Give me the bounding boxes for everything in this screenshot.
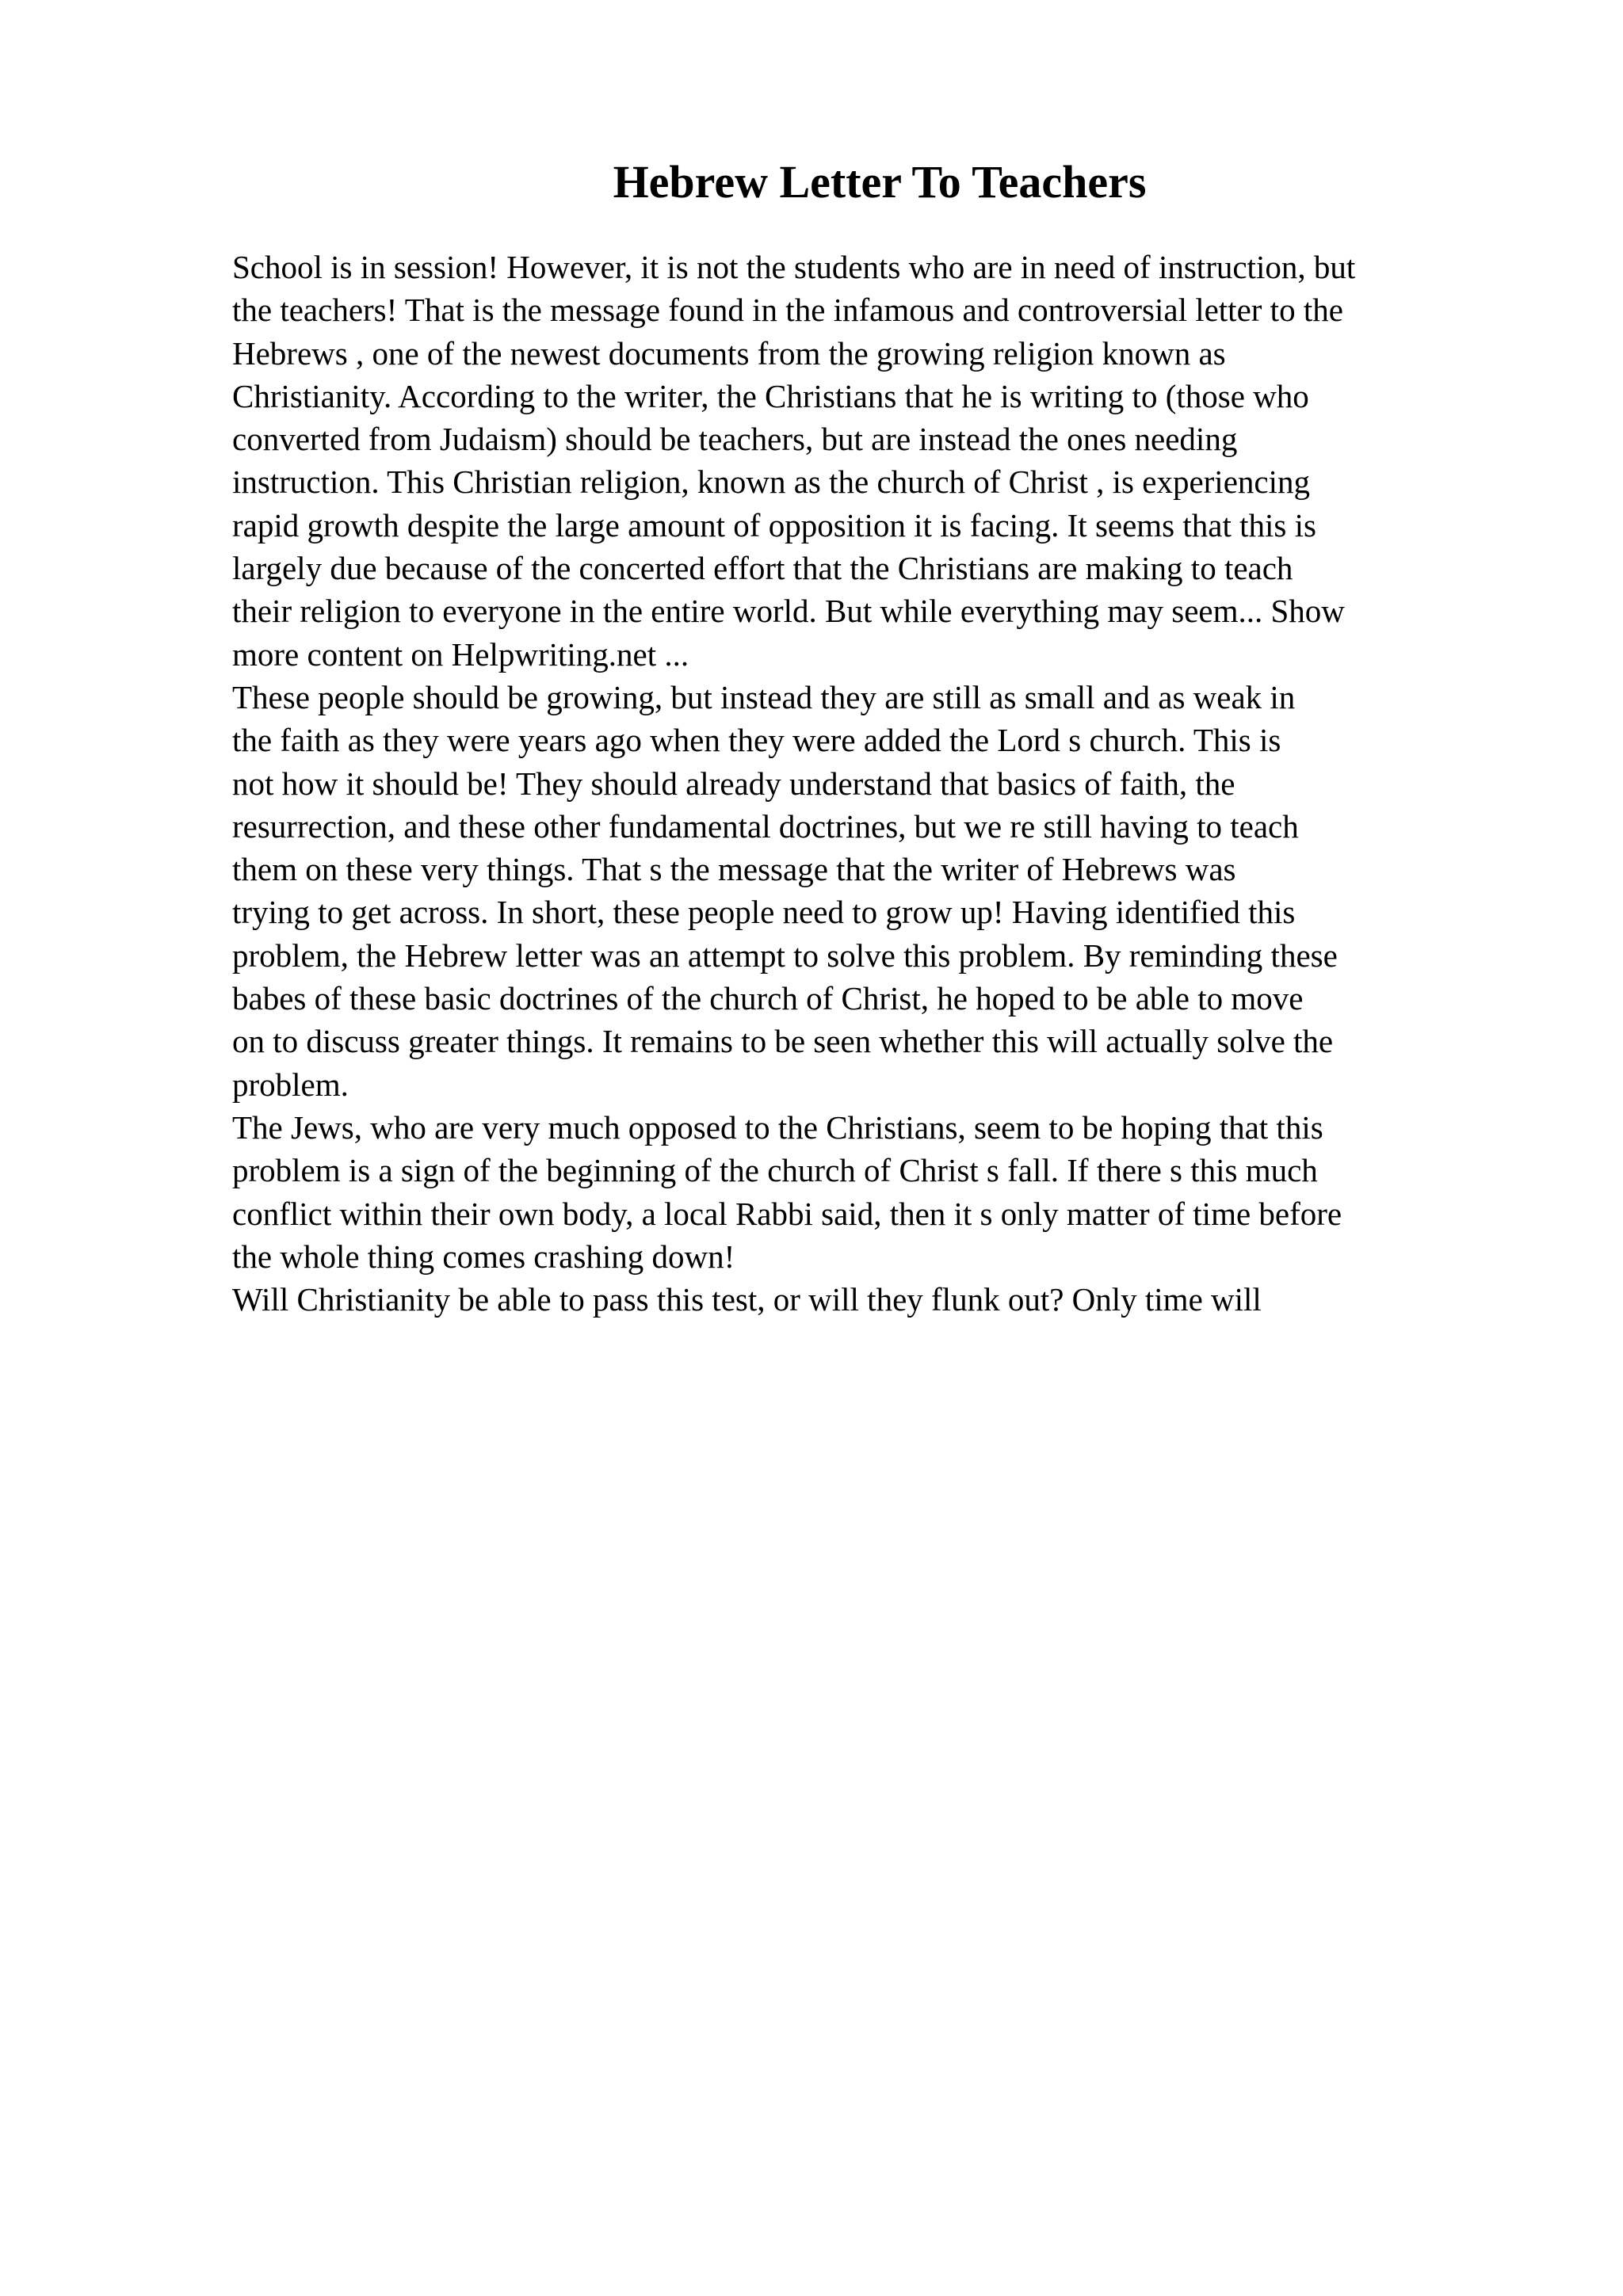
- text-line: the teachers! That is the message found in the infamous and controversial letter to the: [232, 292, 1343, 329]
- text-line: problem is a sign of the beginning of the church of Christ s fall. If there s this much: [232, 1152, 1318, 1189]
- text-line: instruction. This Christian religion, known as the church of Christ , is experiencing: [232, 463, 1310, 501]
- text-line: conflict within their own body, a local Rabbi said, then it s only matter of time before: [232, 1195, 1342, 1232]
- text-line: Christianity. According to the writer, the Christians that he is writing to (those who: [232, 377, 1309, 414]
- text-line: converted from Judaism) should be teachers, but are instead the ones needing: [232, 421, 1238, 458]
- document-title: Hebrew Letter To Teachers: [613, 156, 1147, 208]
- text-line: on to discuss greater things. It remains to be seen whether this will actually solve the: [232, 1023, 1334, 1060]
- text-line: School is in session! However, it is not the students who are in need of instruction, but: [232, 249, 1356, 285]
- text-line: babes of these basic doctrines of the church of Christ, he hoped to be able to move: [232, 980, 1304, 1017]
- text-line: more content on Helpwriting.net ...: [232, 635, 689, 673]
- text-line: trying to get across. In short, these people need to grow up! Having identified this: [232, 894, 1296, 931]
- text-line: Will Christianity be able to pass this test, or will they flunk out? Only time will: [232, 1281, 1262, 1318]
- text-line: the faith as they were years ago when they were added the Lord s church. This is: [232, 722, 1281, 759]
- text-line: problem.: [232, 1066, 349, 1103]
- text-line: not how it should be! They should already understand that basics of faith, the: [232, 765, 1235, 802]
- text-line: largely due because of the concerted effort that the Christians are making to teach: [232, 550, 1293, 587]
- text-line: their religion to everyone in the entire world. But while everything may seem... Show: [232, 593, 1345, 630]
- text-line: problem, the Hebrew letter was an attempt to solve this problem. By reminding these: [232, 936, 1338, 974]
- document-body: [232, 246, 1532, 1321]
- text-line: them on these very things. That s the message that the writer of Hebrews was: [232, 851, 1236, 888]
- text-line: These people should be growing, but instead they are still as small and as weak in: [232, 678, 1296, 715]
- text-line: rapid growth despite the large amount of opposition it is facing. It seems that this is: [232, 506, 1316, 543]
- text-line: The Jews, who are very much opposed to the Christians, seem to be hoping that this: [232, 1108, 1323, 1146]
- text-line: resurrection, and these other fundamental doctrines, but we re still having to teach: [232, 807, 1299, 845]
- text-line: the whole thing comes crashing down!: [232, 1238, 735, 1275]
- text-line: Hebrews , one of the newest documents from the growing religion known as: [232, 334, 1226, 372]
